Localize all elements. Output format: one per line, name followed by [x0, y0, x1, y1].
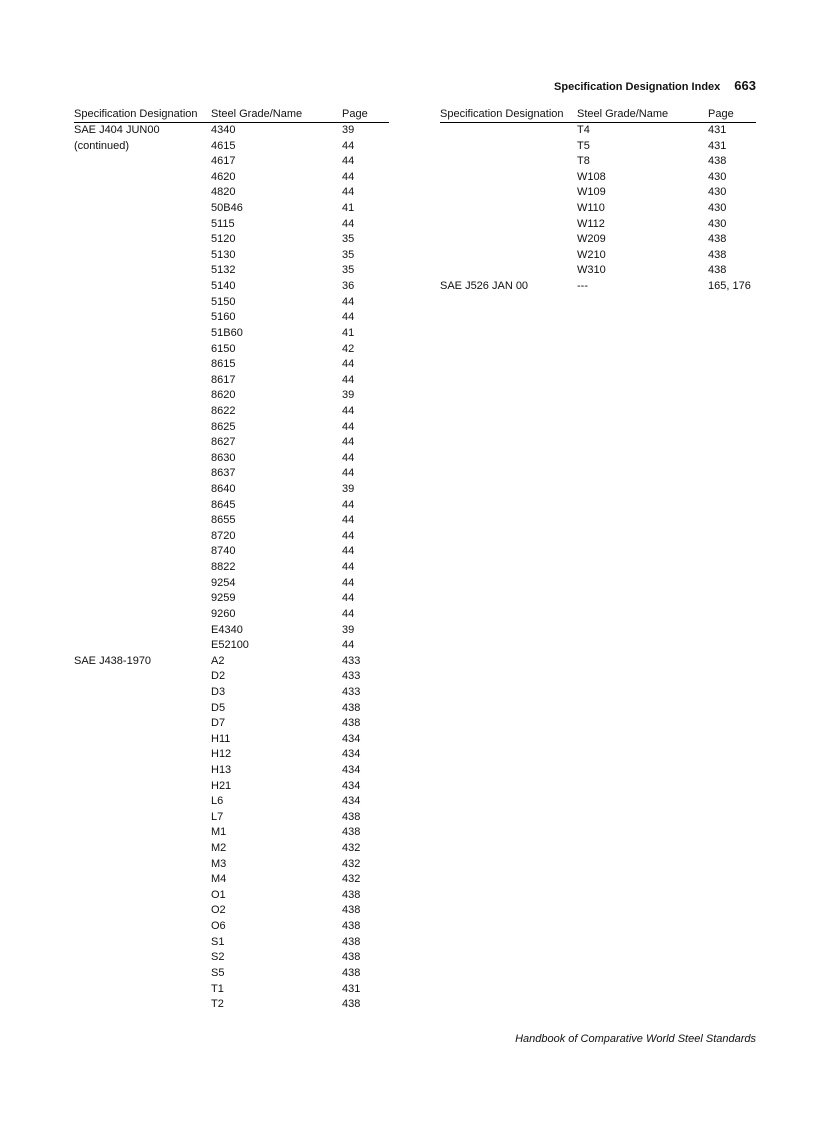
steel-grade-cell: --- [577, 280, 588, 293]
spec-designation-cell [440, 248, 577, 264]
steel-grade-cell: O2 [211, 904, 226, 917]
steel-grade-cell: 8720 [211, 529, 236, 542]
steel-grade-cell: 8630 [211, 451, 236, 464]
spec-designation-cell [74, 279, 211, 295]
running-header [554, 78, 756, 93]
table-row [440, 123, 756, 139]
table-row [74, 544, 389, 560]
table-row [74, 248, 389, 264]
spec-designation-cell [74, 919, 211, 935]
steel-grade-cell: 8740 [211, 545, 236, 558]
spec-designation-cell [74, 357, 211, 373]
table-row [74, 857, 389, 873]
page-cell: 44 [342, 576, 355, 589]
table-row [74, 513, 389, 529]
spec-designation-cell [74, 342, 211, 358]
spec-designation-cell [74, 310, 211, 326]
spec-designation-cell: SAE J438-1970 [74, 654, 152, 667]
page-cell: 165, 176 [708, 280, 751, 293]
steel-grade-cell: 5150 [211, 295, 236, 308]
steel-grade-cell: W112 [577, 217, 605, 230]
spec-designation-cell [74, 420, 211, 436]
spec-designation-cell [74, 825, 211, 841]
table-row [440, 217, 756, 233]
page-cell: 36 [342, 280, 355, 293]
spec-designation-cell [74, 482, 211, 498]
page-cell: 434 [342, 779, 361, 792]
table-row [74, 482, 389, 498]
spec-designation-cell [74, 544, 211, 560]
spec-designation-cell [74, 388, 211, 404]
spec-designation-cell [440, 232, 577, 248]
table-row [74, 357, 389, 373]
spec-designation-cell [440, 123, 577, 139]
table-row [74, 732, 389, 748]
steel-grade-cell: H12 [211, 748, 232, 761]
spec-designation-cell [74, 560, 211, 576]
steel-grade-cell: L6 [211, 795, 224, 808]
page-cell: 434 [342, 763, 361, 776]
page-cell: 438 [708, 155, 727, 168]
page-cell: 438 [342, 810, 361, 823]
page-cell: 35 [342, 233, 355, 246]
page-cell: 44 [342, 561, 355, 574]
steel-grade-cell: M3 [211, 857, 227, 870]
table-row [74, 872, 389, 888]
header-steel-grade: Steel Grade/Name [577, 108, 669, 120]
steel-grade-cell: 9254 [211, 576, 236, 589]
page-cell: 44 [342, 170, 355, 183]
page-cell: 431 [342, 982, 361, 995]
table-row [74, 123, 389, 139]
page-cell: 431 [708, 124, 727, 136]
page-cell: 438 [342, 935, 361, 948]
spec-designation-cell: SAE J404 JUN00 [74, 124, 160, 136]
spec-designation-cell [74, 950, 211, 966]
page-cell: 39 [342, 623, 355, 636]
table-row [440, 201, 756, 217]
page-cell: 41 [342, 202, 355, 215]
steel-grade-cell: D3 [211, 685, 226, 698]
page-cell: 35 [342, 264, 355, 277]
table-row [440, 185, 756, 201]
steel-grade-cell: 5120 [211, 233, 236, 246]
spec-designation-cell [440, 170, 577, 186]
spec-designation-cell [74, 794, 211, 810]
steel-grade-cell: 8655 [211, 514, 236, 527]
steel-grade-cell: L7 [211, 810, 224, 823]
table-row [74, 170, 389, 186]
page-cell: 44 [342, 592, 355, 605]
header-steel-grade: Steel Grade/Name [211, 108, 303, 120]
table-row [74, 654, 389, 670]
page-cell: 44 [342, 498, 355, 511]
spec-designation-cell [440, 217, 577, 233]
steel-grade-cell: T8 [577, 155, 590, 168]
table-row [74, 388, 389, 404]
page-cell: 438 [342, 888, 361, 901]
spec-designation-cell [74, 185, 211, 201]
page-cell: 44 [342, 311, 355, 324]
table-row [74, 263, 389, 279]
page-cell: 44 [342, 420, 355, 433]
page-cell: 438 [708, 248, 727, 261]
table-row [74, 154, 389, 170]
steel-grade-cell: T2 [211, 998, 224, 1011]
index-column-right [440, 107, 756, 295]
page-cell: 434 [342, 732, 361, 745]
spec-designation-cell [74, 217, 211, 233]
page-cell: 44 [342, 404, 355, 417]
steel-grade-cell: 5115 [211, 217, 235, 230]
steel-grade-cell: 8622 [211, 404, 236, 417]
steel-grade-cell: T4 [577, 124, 590, 136]
table-row [74, 295, 389, 311]
steel-grade-cell: 8620 [211, 389, 236, 402]
steel-grade-cell: O6 [211, 920, 226, 933]
page-cell: 438 [342, 951, 361, 964]
page-cell: 433 [342, 685, 361, 698]
table-row [74, 903, 389, 919]
steel-grade-cell: W109 [577, 186, 606, 199]
page-cell: 39 [342, 124, 355, 136]
steel-grade-cell: 8615 [211, 358, 236, 371]
page-cell: 438 [342, 904, 361, 917]
steel-grade-cell: S5 [211, 966, 225, 979]
table-row [74, 982, 389, 998]
page-cell: 44 [342, 155, 355, 168]
steel-grade-cell: S2 [211, 951, 225, 964]
spec-designation-cell [74, 201, 211, 217]
table-row [74, 279, 389, 295]
page-cell: 44 [342, 358, 355, 371]
spec-designation-cell [74, 966, 211, 982]
column-header-row [440, 107, 756, 123]
table-row [440, 232, 756, 248]
page-cell: 44 [342, 186, 355, 199]
steel-grade-cell: 9259 [211, 592, 236, 605]
table-row [74, 576, 389, 592]
table-row [74, 888, 389, 904]
table-row [74, 701, 389, 717]
page-cell: 39 [342, 389, 355, 402]
page-cell: 430 [708, 202, 727, 215]
spec-designation-cell [74, 154, 211, 170]
table-row [74, 560, 389, 576]
spec-designation-cell [74, 295, 211, 311]
page-cell: 438 [708, 264, 727, 277]
table-row [440, 263, 756, 279]
spec-designation-cell [74, 888, 211, 904]
steel-grade-cell: E4340 [211, 623, 243, 636]
table-row [74, 825, 389, 841]
page-cell: 438 [342, 826, 361, 839]
column-header-row [74, 107, 389, 123]
table-row [440, 170, 756, 186]
table-row [74, 950, 389, 966]
page-cell: 44 [342, 514, 355, 527]
table-row [74, 498, 389, 514]
spec-designation-cell [74, 638, 211, 654]
page-cell: 438 [342, 701, 361, 714]
steel-grade-cell: W110 [577, 202, 605, 215]
table-row [74, 763, 389, 779]
spec-designation-cell [74, 498, 211, 514]
steel-grade-cell: 5140 [211, 280, 236, 293]
index-table-body-left [74, 123, 389, 1013]
spec-designation-cell [74, 701, 211, 717]
table-row [74, 435, 389, 451]
index-table-body-right [440, 123, 756, 295]
table-row [74, 607, 389, 623]
spec-designation-cell [440, 201, 577, 217]
page-cell: 44 [342, 607, 355, 620]
index-title: Specification Designation Index [554, 81, 721, 93]
table-row [74, 919, 389, 935]
page-cell: 432 [342, 857, 361, 870]
page-number: 663 [734, 78, 756, 93]
steel-grade-cell: 4620 [211, 170, 236, 183]
table-row [74, 997, 389, 1013]
table-row [74, 966, 389, 982]
steel-grade-cell: H13 [211, 763, 232, 776]
spec-designation-cell [74, 747, 211, 763]
table-row [440, 279, 756, 295]
page-cell: 430 [708, 217, 727, 230]
spec-designation-cell [74, 857, 211, 873]
spec-designation-cell [74, 810, 211, 826]
table-row [74, 638, 389, 654]
page-cell: 44 [342, 139, 355, 152]
page-cell: 430 [708, 170, 727, 183]
table-row [74, 420, 389, 436]
page-cell: 42 [342, 342, 355, 355]
table-row [74, 342, 389, 358]
steel-grade-cell: M1 [211, 826, 227, 839]
spec-designation-cell [74, 935, 211, 951]
steel-grade-cell: D7 [211, 717, 226, 730]
page-cell: 431 [708, 139, 727, 152]
page-cell: 35 [342, 248, 355, 261]
spec-designation-cell [440, 185, 577, 201]
steel-grade-cell: W108 [577, 170, 606, 183]
spec-designation-cell [74, 591, 211, 607]
page-cell: 432 [342, 842, 361, 855]
steel-grade-cell: S1 [211, 935, 225, 948]
steel-grade-cell: 8640 [211, 483, 236, 496]
index-column-left [74, 107, 389, 1013]
spec-designation-cell [74, 326, 211, 342]
steel-grade-cell: 4615 [211, 139, 236, 152]
spec-designation-cell [440, 139, 577, 155]
spec-designation-cell [74, 466, 211, 482]
steel-grade-cell: W209 [577, 233, 606, 246]
steel-grade-cell: 8822 [211, 561, 236, 574]
table-row [74, 935, 389, 951]
spec-designation-cell [74, 623, 211, 639]
spec-designation-cell [74, 232, 211, 248]
table-row [440, 139, 756, 155]
table-row [74, 232, 389, 248]
table-row [74, 591, 389, 607]
page-cell: 44 [342, 639, 355, 652]
steel-grade-cell: 9260 [211, 607, 236, 620]
table-row [74, 529, 389, 545]
steel-grade-cell: 8617 [211, 373, 236, 386]
steel-grade-cell: 51B60 [211, 326, 243, 339]
steel-grade-cell: 50B46 [211, 202, 243, 215]
spec-designation-cell [440, 154, 577, 170]
steel-grade-cell: 8625 [211, 420, 236, 433]
page-cell: 432 [342, 873, 361, 886]
steel-grade-cell: T5 [577, 139, 590, 152]
table-row [74, 139, 389, 155]
table-row [440, 248, 756, 264]
page-cell: 434 [342, 795, 361, 808]
page-cell: 438 [342, 920, 361, 933]
spec-designation-cell [74, 263, 211, 279]
spec-designation-cell [74, 669, 211, 685]
page-cell: 434 [342, 748, 361, 761]
spec-designation-cell [74, 903, 211, 919]
table-row [440, 154, 756, 170]
spec-designation-cell [74, 779, 211, 795]
table-row [74, 669, 389, 685]
table-row [74, 373, 389, 389]
steel-grade-cell: O1 [211, 888, 226, 901]
table-row [74, 810, 389, 826]
table-row [74, 779, 389, 795]
spec-designation-cell [74, 529, 211, 545]
spec-designation-cell [74, 576, 211, 592]
spec-designation-cell [74, 248, 211, 264]
steel-grade-cell: D5 [211, 701, 226, 714]
spec-designation-cell [74, 982, 211, 998]
table-row [74, 310, 389, 326]
header-spec-designation: Specification Designation [440, 108, 564, 120]
steel-grade-cell: T1 [211, 982, 224, 995]
table-row [74, 217, 389, 233]
steel-grade-cell: M4 [211, 873, 227, 886]
spec-designation-cell [74, 997, 211, 1013]
page-cell: 44 [342, 436, 355, 449]
spec-designation-cell [74, 607, 211, 623]
steel-grade-cell: 8645 [211, 498, 236, 511]
spec-designation-cell [74, 451, 211, 467]
spec-designation-cell [74, 435, 211, 451]
steel-grade-cell: E52100 [211, 639, 249, 652]
page-cell: 44 [342, 217, 355, 230]
table-row [74, 404, 389, 420]
steel-grade-cell: H11 [211, 732, 231, 745]
steel-grade-cell: 8637 [211, 467, 236, 480]
header-page: Page [342, 108, 368, 120]
page-cell: 41 [342, 326, 355, 339]
table-row [74, 841, 389, 857]
table-row [74, 623, 389, 639]
header-spec-designation: Specification Designation [74, 108, 198, 120]
page-cell: 44 [342, 467, 355, 480]
table-row [74, 466, 389, 482]
spec-designation-cell [74, 513, 211, 529]
steel-grade-cell: D2 [211, 670, 226, 683]
page-cell: 433 [342, 654, 361, 667]
steel-grade-cell: 5132 [211, 264, 236, 277]
steel-grade-cell: 6150 [211, 342, 236, 355]
table-row [74, 747, 389, 763]
spec-designation-cell [74, 732, 211, 748]
page-cell: 44 [342, 451, 355, 464]
spec-designation-cell [74, 841, 211, 857]
page-cell: 438 [342, 966, 361, 979]
table-row [74, 326, 389, 342]
steel-grade-cell: H21 [211, 779, 232, 792]
table-row [74, 451, 389, 467]
spec-designation-cell: (continued) [74, 139, 130, 152]
steel-grade-cell: 8627 [211, 436, 236, 449]
table-row [74, 201, 389, 217]
book-title-footer: Handbook of Comparative World Steel Standards [515, 1033, 756, 1045]
steel-grade-cell: 5160 [211, 311, 236, 324]
spec-designation-cell [74, 716, 211, 732]
steel-grade-cell: 4340 [211, 124, 236, 136]
table-row [74, 716, 389, 732]
page-cell: 44 [342, 295, 355, 308]
page-cell: 430 [708, 186, 727, 199]
page-cell: 438 [708, 233, 727, 246]
page-cell: 39 [342, 483, 355, 496]
page-cell: 438 [342, 998, 361, 1011]
spec-designation-cell [74, 373, 211, 389]
spec-designation-cell [74, 685, 211, 701]
spec-designation-cell [440, 263, 577, 279]
steel-grade-cell: 4617 [211, 155, 236, 168]
steel-grade-cell: M2 [211, 842, 227, 855]
spec-designation-cell [74, 872, 211, 888]
steel-grade-cell: 5130 [211, 248, 236, 261]
page-cell: 438 [342, 717, 361, 730]
table-row [74, 185, 389, 201]
spec-designation-cell [74, 763, 211, 779]
steel-grade-cell: W210 [577, 248, 606, 261]
spec-designation-cell: SAE J526 JAN 00 [440, 280, 529, 293]
steel-grade-cell: A2 [211, 654, 225, 667]
steel-grade-cell: 4820 [211, 186, 236, 199]
spec-designation-cell [74, 170, 211, 186]
steel-grade-cell: W310 [577, 264, 606, 277]
header-page: Page [708, 108, 734, 120]
page-cell: 44 [342, 529, 355, 542]
page-cell: 44 [342, 373, 355, 386]
page-cell: 433 [342, 670, 361, 683]
table-row [74, 685, 389, 701]
spec-designation-cell [74, 404, 211, 420]
page-cell: 44 [342, 545, 355, 558]
table-row [74, 794, 389, 810]
